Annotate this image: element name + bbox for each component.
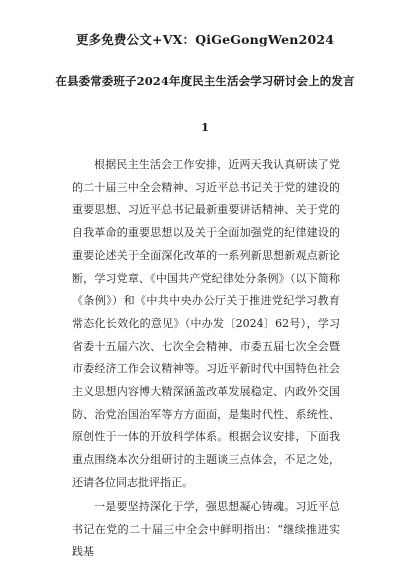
page-number: 1 <box>200 120 209 134</box>
promo-header: 更多免费公文+VX：QiGeGongWen2024 <box>75 32 335 47</box>
body-paragraph: 根据民主生活会工作安排，近两天我认真研读了党的二十届三中全会精神、习近平总书记关于党的建设的重要思想、习近平总书记最新重要讲话精神、关于党的自我革命的重要思想以及关于全面加强党的纪律建设的重要论述关于全面深化改革的一系列新思想新观点新论断，学习党章、《中国共产党纪律处分条例》（以下简称《条例》）和《中共中央办公厅关于推进党纪学习教育常态化长效化的意见》（中办发〔2024〕62号），学习省委十五届六次、七次全会精神、市委五届七次全会暨市委经济工作会议精神等。习近平新时代中国特色社会主义思想内容博大精深涵盖改革发展稳定、内政外交国防、治党治国治军等方方面面，是集时代性、系统性、原创性于一体的开放科学体系。根据会议安排，下面我重点围绕本次分组研讨的主题谈三点体会，不足之处，还请各位同志批评指正。 <box>72 158 340 489</box>
body-paragraph: 一是要坚持深化于学，强思想凝心铸魂。习近平总书记在党的二十届三中全会中鲜明指出：“继续推进实践基 <box>72 500 340 559</box>
document-title: 在县委常委班子2024年度民主生活会学习研讨会上的发言 <box>55 74 355 88</box>
